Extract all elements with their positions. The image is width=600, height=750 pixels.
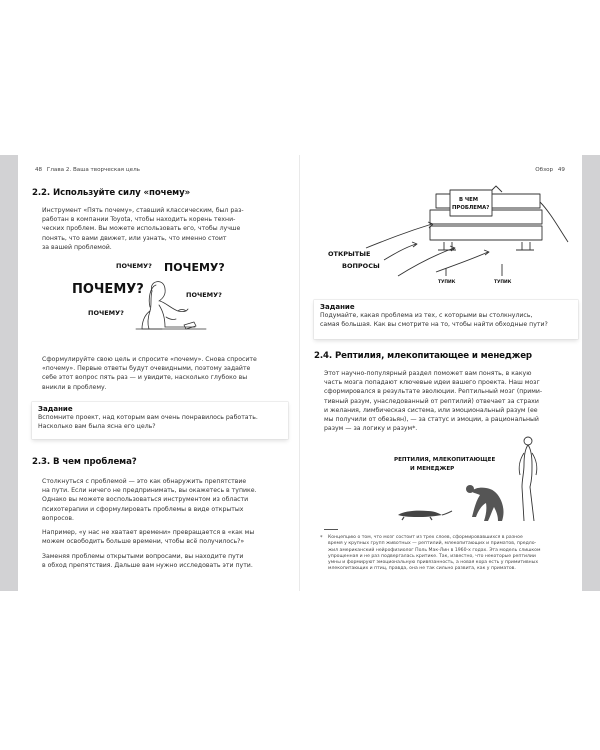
paragraph-obstacle	[42, 477, 286, 523]
task-line: самая большая. Как вы смотрите на то, чтобы найти обходные пути?	[320, 320, 548, 328]
text-line: сформировался в результате эволюции. Рептильный мозг (прими-	[324, 388, 543, 396]
paragraph-open-questions	[42, 552, 286, 570]
text-line: Этот научно-популярный раздел поможет вам понять, в какую	[324, 370, 532, 377]
sign-text: ПРОБЛЕМА?	[452, 205, 490, 211]
text-line: себе этот вопрос пять раз — и увидите, насколько глубоко вы	[42, 374, 248, 382]
page-number-right: 49	[557, 167, 565, 173]
barrier-illustration	[326, 180, 576, 290]
text-line: за вашей проблемой.	[42, 243, 112, 251]
heading-problem: 2.3. В чем проблема?	[32, 457, 137, 467]
paragraph-brain	[324, 369, 572, 433]
heading-why: 2.2. Используйте силу «почему»	[32, 188, 191, 198]
text-line: вникли в проблему.	[42, 383, 107, 391]
text-line: мы получили от обезьян), — за статус и эмоции, а рациональный	[324, 416, 539, 424]
text-line: Однако вы можете воспользоваться инструментом из области	[42, 496, 249, 504]
footnote-line: жил американский нейрофизиолог Поль Мак-Лин в 1960-х годах. Эта модель слишком	[328, 547, 541, 553]
why-word: ПОЧЕМУ?	[88, 309, 124, 317]
why-word: ПОЧЕМУ?	[164, 261, 225, 274]
evolution-label: РЕПТИЛИЯ, МЛЕКОПИТАЮЩЕЕ	[394, 457, 496, 463]
running-head-left	[32, 167, 140, 173]
why-illustration	[66, 255, 256, 350]
running-head-right	[535, 167, 568, 173]
text-line: психотерапии и сформулировать проблемы в виде открытых	[42, 505, 244, 513]
footnote-line: умны и формируют эмоциональную привязанность, а новая кора есть у примитивных	[328, 560, 539, 566]
barrier-plank	[430, 226, 542, 240]
dead-end-label: ТУПИК	[438, 280, 456, 285]
paragraph-five-whys	[42, 206, 286, 252]
running-head-title: Обзор	[535, 167, 554, 173]
task-line: Насколько вам была ясна его цель?	[38, 422, 156, 430]
text-line: в обход препятствия. Дальше вам нужно исследовать эти пути.	[42, 562, 253, 570]
sign-text: В ЧЕМ	[459, 197, 479, 203]
ape-silhouette	[466, 485, 504, 521]
text-line: тивный разум, унаследованный от рептилий) отвечает за страхи	[324, 397, 539, 405]
footnote-line: млекопитающих и птиц, правда, она не так сильно развита, как у приматов.	[328, 566, 516, 572]
left-page	[18, 155, 300, 591]
barrier-rope	[540, 202, 568, 242]
text-line: «почему». Первые ответы будут очевидными, поэтому задайте	[42, 365, 251, 373]
reptile-silhouette	[398, 511, 452, 520]
paragraph-example	[42, 528, 286, 546]
dead-end-label: ТУПИК	[494, 280, 512, 285]
text-line: Столкнуться с проблемой — это как обнаружить препятствие	[42, 478, 247, 485]
path-arrow	[366, 224, 432, 248]
text-line: понять, что вами движет, или узнать, что именно стоит	[42, 234, 227, 242]
text-line: работан в компании Toyota, чтобы находить корень техни-	[42, 216, 236, 224]
footnote-line: время у крупных групп животных — рептилий, млекопитающих и приматов, предло-	[328, 541, 537, 547]
right-page	[300, 155, 582, 591]
thinking-person-drawing	[136, 282, 206, 329]
barrier-legs	[444, 242, 530, 250]
evolution-label: И МЕНЕДЖЕР	[410, 466, 455, 472]
page-number-left: 48	[35, 167, 43, 173]
path-arrow	[384, 244, 416, 260]
task-title: Задание	[38, 405, 73, 413]
text-line: можем освободить больше времени, чтобы всё получилось?»	[42, 538, 245, 546]
text-line: Например, «у нас не хватает времени» превращается в «как мы	[42, 529, 255, 536]
text-line: ческих проблем. Вы можете использовать его, чтобы лучше	[42, 225, 241, 233]
why-word: ПОЧЕМУ?	[72, 282, 144, 297]
footnote-line: Концепцию о том, что мозг состоит из трех слоев, сформировавшихся в разное	[328, 535, 523, 540]
text-line: на пути. Если ничего не предпринимать, вы окажетесь в тупике.	[42, 487, 257, 495]
text-line: Сформулируйте свою цель и спросите «почему». Снова спросите	[42, 356, 257, 363]
footnote-marker: *	[320, 535, 323, 541]
paragraph-ask-why	[42, 355, 286, 392]
path-arrow	[436, 252, 488, 272]
task-box-right	[314, 300, 578, 339]
problem-sign	[450, 190, 492, 216]
footnote-line: упрощенная и не раз подвергалась критике. Так, известно, что некоторые рептилии	[328, 553, 536, 559]
running-head-title: Глава 2. Ваша творческая цель	[46, 167, 140, 173]
open-questions-label: ВОПРОСЫ	[342, 262, 380, 270]
open-questions-label: ОТКРЫТЫЕ	[328, 250, 371, 258]
why-word: ПОЧЕМУ?	[116, 262, 152, 270]
task-title: Задание	[320, 303, 355, 311]
evolution-illustration	[380, 433, 570, 525]
text-line: разум — за логику и разум*.	[324, 425, 418, 433]
task-box-left	[32, 402, 288, 439]
text-line: Заменяя проблемы открытыми вопросами, вы находите пути	[42, 553, 244, 560]
task-line: Вспомните проект, над которым вам очень понравилось работать.	[38, 414, 258, 421]
text-line: Инструмент «Пять почему», ставший классическим, был раз-	[42, 207, 244, 214]
text-line: и желания, лимбическая система, или эмоциональный разум (ее	[324, 406, 538, 414]
footnote-rule	[324, 529, 338, 530]
heading-reptile: 2.4. Рептилия, млекопитающее и менеджер	[314, 351, 532, 361]
footnote	[320, 535, 568, 573]
text-line: часть мозга попадают ключевые идеи вашего проекта. Наш мозг	[324, 379, 540, 387]
human-silhouette	[519, 437, 537, 521]
text-line: вопросов.	[42, 514, 74, 522]
task-line: Подумайте, какая проблема из тех, с которыми вы столкнулись,	[320, 312, 533, 319]
why-word: ПОЧЕМУ?	[186, 291, 222, 299]
